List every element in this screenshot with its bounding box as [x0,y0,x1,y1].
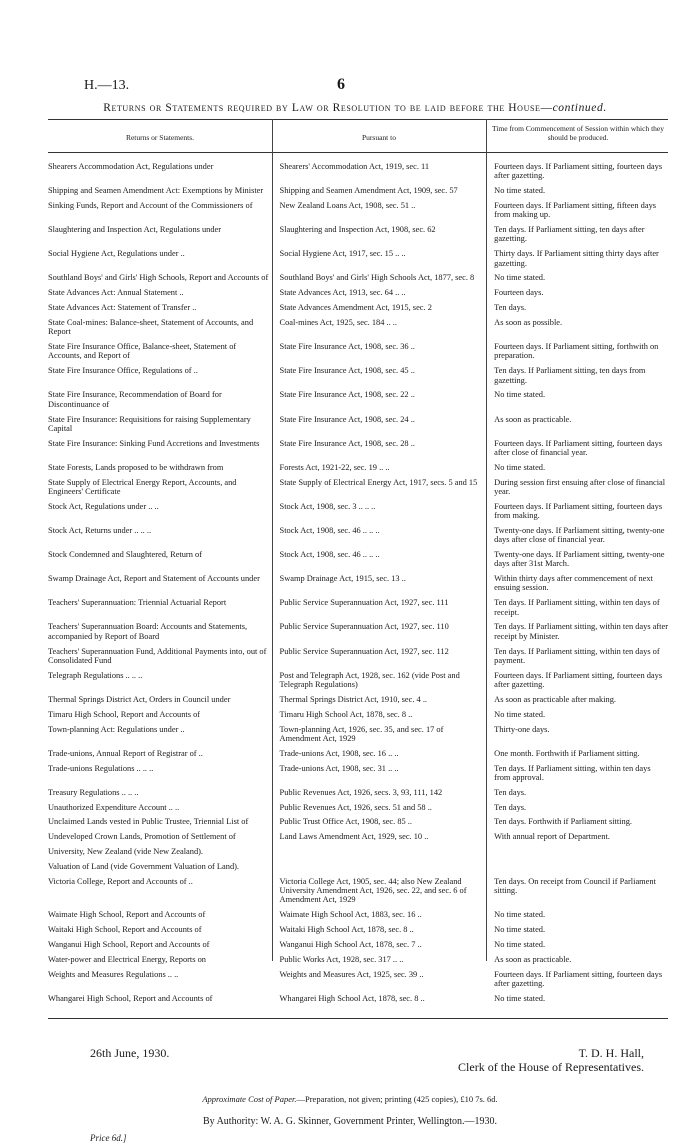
table-row [48,994,668,1003]
row-time-cell: As soon as practicable. [494,954,572,964]
row-time-cell: No time stated. [494,273,546,283]
row-returns-cell: Social Hygiene Act, Regulations under .. [48,249,185,259]
row-pursuant-cell: New Zealand Loans Act, 1908, sec. 51 .. [279,200,416,210]
row-returns-cell: Waitaki High School, Report and Accounts of [48,925,202,935]
row-returns-cell: State Fire Insurance: Sinking Fund Accretions and Investments [48,438,260,448]
row-pursuant-cell: State Fire Insurance Act, 1908, sec. 45 .. [279,366,415,376]
row-time-cell: Ten days. If Parliament sitting, within ten days from approval. [494,763,651,782]
row-pursuant-cell: Public Service Superannuation Act, 1927, sec. 111 [279,598,449,608]
table-row [48,249,668,268]
row-time-cell: Fourteen days. If Parliament sitting, fourteen days after gazetting. [494,162,663,181]
signature-block [344,1046,644,1074]
row-time-cell: No time stated. [494,390,546,400]
table-row [48,725,668,744]
row-returns-cell: Water-power and Electrical Energy, Reports on [48,954,206,964]
row-returns-cell: Waimate High School, Report and Accounts of [48,910,206,920]
row-time-cell: Fourteen days. If Parliament sitting, fourteen days after gazetting. [494,670,663,690]
row-pursuant-cell: Victoria College Act, 1905, sec. 44; also New Zealand University Amendment Act, 1926, sec. 22, and sec. 6 of Amendment Act, 1929 [279,876,467,905]
column-header-returns: Returns or Statements. [125,133,195,142]
table-row [48,764,668,783]
table-row [48,162,668,181]
table-row [48,225,668,244]
row-pursuant-cell: State Fire Insurance Act, 1908, sec. 28 .. [279,438,415,448]
row-pursuant-cell: Slaughtering and Inspection Act, 1908, sec. 62 [279,225,436,235]
row-pursuant-cell: Social Hygiene Act, 1917, sec. 15 .. .. [279,249,406,259]
cost-text: —Preparation, not given; printing (425 copies), £10 7s. 6d. [296,1094,498,1104]
row-returns-cell: Swamp Drainage Act, Report and Statement of Accounts under [48,574,260,584]
table-row [48,955,668,964]
table-row [48,877,668,905]
row-time-cell: Fourteen days. [494,288,544,298]
row-returns-cell: State Fire Insurance: Requisitions for raising Supplementary Capital [48,414,251,433]
row-returns-cell: State Fire Insurance Office, Balance-sheet, Statement of Accounts, and Report of [48,342,237,361]
row-time-cell: With annual report of Department. [494,832,610,842]
row-time-cell [489,847,668,856]
page-header [84,78,644,98]
row-pursuant-cell: State Advances Act, 1913, sec. 64 .. .. [279,288,406,298]
row-time-cell: Ten days. If Parliament sitting, within ten days after receipt by Minister. [494,622,668,641]
row-pursuant-cell: Shearers' Accommodation Act, 1919, sec. 11 [279,162,430,171]
row-pursuant-cell: Trade-unions Act, 1908, sec. 31 .. .. [279,763,399,773]
row-time-cell: One month. Forthwith if Parliament sitting. [494,748,640,758]
row-time-cell: Thirty-one days. [494,724,550,734]
row-time-cell: Fourteen days. If Parliament sitting, fourteen days after close of financial year. [494,438,663,457]
row-time-cell: Ten days. If Parliament sitting, ten days after gazetting. [494,225,645,244]
table-row [48,526,668,545]
table-row [48,749,668,758]
row-time-cell: Ten days. [494,802,527,812]
price: Price 6d.] [90,1133,127,1143]
table-row [48,803,668,812]
table-row [48,502,668,521]
row-time-cell: Ten days. If Parliament sitting, ten days from gazetting. [494,366,646,385]
row-time-cell: Fourteen days. If Parliament sitting, fourteen days from making. [494,501,663,521]
row-returns-cell: State Fire Insurance, Recommendation of Board for Discontinuance of [48,390,222,409]
row-time-cell: Ten days. Forthwith if Parliament sitting. [494,817,632,827]
row-pursuant-cell: State Advances Amendment Act, 1915, sec. 2 [279,303,432,313]
cost-of-paper [0,1094,700,1104]
row-time-cell: During session first ensuing after close of financial year. [494,477,666,496]
row-time-cell: No time stated. [494,910,546,920]
row-pursuant-cell: Stock Act, 1908, sec. 46 .. .. .. [279,525,380,535]
table-top-rule [48,119,668,120]
row-time-cell: Twenty-one days. If Parliament sitting, twenty-one days after close of financial year. [494,525,665,545]
row-returns-cell: Teachers' Superannuation Fund, Additional Payments into, out of Consolidated Fund [48,646,267,665]
row-time-cell: As soon as possible. [494,317,563,327]
row-pursuant-cell: Public Trust Office Act, 1908, sec. 85 .. [279,817,412,827]
table-bottom-rule [48,1018,668,1019]
row-time-cell: No time stated. [494,993,546,1003]
row-returns-cell: Teachers' Superannuation: Triennial Actuarial Report [48,598,227,608]
table-row [48,439,668,458]
row-pursuant-cell: Public Service Superannuation Act, 1927, sec. 112 [279,646,449,656]
row-time-cell: Fourteen days. If Parliament sitting, fourteen days after gazetting. [494,969,663,988]
row-returns-cell: Stock Act, Returns under .. .. .. [48,525,152,535]
row-time-cell: Fourteen days. If Parliament sitting, forthwith on preparation. [494,342,659,361]
row-pursuant-cell: Forests Act, 1921-22, sec. 19 .. .. [279,462,390,472]
row-pursuant-cell: Swamp Drainage Act, 1915, sec. 13 .. [279,574,406,584]
table-row [48,273,668,282]
row-returns-cell: State Fire Insurance Office, Regulations of .. [48,366,198,376]
table-row [48,574,668,593]
row-returns-cell: Teachers' Superannuation Board: Accounts and Statements, accompanied by Report of Board [48,622,248,641]
table-row [48,463,668,472]
row-returns-cell: Shipping and Seamen Amendment Act: Exemptions by Minister [48,186,264,196]
table-row [48,695,668,704]
row-returns-cell: Timaru High School, Report and Accounts of [48,709,201,719]
table-row [48,415,668,434]
row-returns-cell: Trade-unions Regulations .. .. .. [48,763,154,773]
page-number: 6 [337,76,345,93]
table-row [48,710,668,719]
row-pursuant-cell: Public Works Act, 1928, sec. 317 .. .. [279,954,404,964]
table-row [48,817,668,826]
row-pursuant-cell: Trade-unions Act, 1908, sec. 16 .. .. [279,748,399,758]
table-row [48,478,668,497]
row-returns-cell: Weights and Measures Regulations .. .. [48,969,179,979]
table-row [48,550,668,569]
table-row [48,925,668,934]
row-pursuant-cell: State Fire Insurance Act, 1908, sec. 24 .. [279,414,415,424]
row-returns-cell: State Supply of Electrical Energy Report, Accounts, and Engineers' Certificate [48,477,237,496]
table-row [48,647,668,666]
row-time-cell: Ten days. [494,303,527,313]
row-returns-cell: Slaughtering and Inspection Act, Regulations under [48,225,222,235]
table-row [48,622,668,641]
table-row [48,598,668,617]
footer-date: 26th June, 1930. [90,1046,170,1060]
signatory-title: Clerk of the House of Representatives. [458,1060,644,1074]
row-returns-cell: State Advances Act: Statement of Transfer .. [48,303,197,313]
row-time-cell: No time stated. [494,939,546,949]
document-title [60,102,650,114]
row-returns-cell: Whangarei High School, Report and Accounts of [48,993,213,1003]
cost-label: Approximate Cost of Paper. [202,1094,297,1104]
table-row [48,788,668,797]
row-time-cell: As soon as practicable. [494,414,572,424]
row-pursuant-cell: Public Service Superannuation Act, 1927, sec. 110 [279,622,449,632]
row-pursuant-cell: Coal-mines Act, 1925, sec. 184 .. .. [279,317,397,327]
returns-table [48,162,668,1009]
table-row [48,671,668,690]
table-row [48,862,668,871]
row-pursuant-cell: Stock Act, 1908, sec. 3 .. .. .. [279,501,376,511]
row-pursuant-cell: Land Laws Amendment Act, 1929, sec. 10 .. [279,832,429,842]
row-pursuant-cell: Timaru High School Act, 1878, sec. 8 .. [279,709,413,719]
row-pursuant-cell: Stock Act, 1908, sec. 46 .. .. .. [279,550,380,560]
row-pursuant-cell: Thermal Springs District Act, 1910, sec. 4 .. [279,694,428,704]
row-pursuant-cell: Weights and Measures Act, 1925, sec. 39 .. [279,969,424,979]
table-row [48,847,668,856]
table-row [48,342,668,361]
row-returns-cell: Stock Condemned and Slaughtered, Return of [48,550,202,560]
row-time-cell [489,862,668,871]
row-pursuant-cell: State Supply of Electrical Energy Act, 1917, secs. 5 and 15 [279,477,478,487]
row-time-cell: No time stated. [494,709,546,719]
row-returns-cell: Sinking Funds, Report and Account of the Commissioners of [48,200,253,210]
row-returns-cell: Telegraph Regulations .. .. .. [48,670,143,680]
row-time-cell: No time stated. [494,186,546,196]
row-pursuant-cell: State Fire Insurance Act, 1908, sec. 22 .. [279,390,415,400]
signatory-name: T. D. H. Hall, [578,1046,644,1060]
row-pursuant-cell: Shipping and Seamen Amendment Act, 1909, sec. 57 [279,186,458,196]
row-returns-cell: Town-planning Act: Regulations under .. [48,724,185,734]
table-row [48,832,668,841]
row-returns-cell: Valuation of Land (vide Government Valuation of Land). [48,861,240,871]
row-returns-cell: Southland Boys' and Girls' High Schools, Report and Accounts of [48,273,269,283]
row-pursuant-cell: Town-planning Act, 1926, sec. 35, and sec. 17 of Amendment Act, 1929 [279,724,444,743]
column-header-pursuant: Pursuant to [362,133,396,142]
row-returns-cell: State Coal-mines: Balance-sheet, Statement of Accounts, and Report [48,317,254,337]
row-returns-cell: Wanganui High School, Report and Accounts of [48,939,210,949]
row-time-cell: Ten days. If Parliament sitting, within ten days of receipt. [494,598,660,617]
table-row [48,288,668,297]
table-row [48,303,668,312]
row-returns-cell: Victoria College, Report and Accounts of .. [48,876,193,886]
row-time-cell: As soon as practicable after making. [494,694,617,704]
document-title-continued: continued. [552,102,607,114]
row-time-cell: Twenty-one days. If Parliament sitting, twenty-one days after 31st March. [494,550,665,569]
row-pursuant-cell: Whangarei High School Act, 1878, sec. 8 .. [279,993,425,1003]
row-pursuant-cell: Public Revenues Act, 1926, secs. 3, 93, 111, 142 [279,787,443,797]
row-returns-cell: University, New Zealand (vide New Zealand). [48,847,204,857]
row-returns-cell: Unauthorized Expenditure Account .. .. [48,802,180,812]
row-returns-cell: State Advances Act: Annual Statement .. [48,288,184,298]
row-time-cell: No time stated. [494,925,546,935]
row-returns-cell: Treasury Regulations .. .. .. [48,787,139,797]
row-time-cell: Fourteen days. If Parliament sitting, fifteen days from making up. [494,200,657,220]
row-pursuant-cell: Waitaki High School Act, 1878, sec. 8 .. [279,925,414,935]
row-time-cell: Ten days. If Parliament sitting, within ten days of payment. [494,646,660,665]
table-header-rule [48,152,668,153]
row-pursuant-cell: Southland Boys' and Girls' High Schools Act, 1877, sec. 8 [279,273,475,283]
table-row [48,970,668,989]
row-pursuant-cell: Post and Telegraph Act, 1928, sec. 162 (vide Post and Telegraph Regulations) [279,670,460,690]
row-returns-cell: Shearers Accommodation Act, Regulations under [48,162,214,171]
row-pursuant-cell: State Fire Insurance Act, 1908, sec. 36 .. [279,342,415,352]
row-returns-cell: Thermal Springs District Act, Orders in Council under [48,694,231,704]
row-time-cell: No time stated. [494,462,546,472]
row-time-cell: Ten days. On receipt from Council if Parliament sitting. [494,876,656,896]
printer-authority: By Authority: W. A. G. Skinner, Government Printer, Wellington.—1930. [202,1116,498,1127]
row-pursuant-cell [275,862,490,871]
row-pursuant-cell: Waimate High School Act, 1883, sec. 16 .. [279,910,422,920]
row-time-cell: Ten days. [494,787,527,797]
table-row [48,910,668,919]
row-returns-cell: Undeveloped Crown Lands, Promotion of Settlement of [48,832,236,842]
row-returns-cell: Stock Act, Regulations under .. .. [48,501,159,511]
row-time-cell: Thirty days. If Parliament sitting thirty days after gazetting. [494,249,659,268]
row-time-cell: Within thirty days after commencement of next ensuing session. [494,574,653,593]
table-row [48,390,668,409]
page-reference: H.—13. [84,78,130,93]
column-header-time: Time from Commencement of Session within which they should be produced. [492,124,664,142]
table-row [48,201,668,220]
row-returns-cell: State Forests, Lands proposed to be withdrawn from [48,462,224,472]
row-pursuant-cell [275,847,490,856]
row-pursuant-cell: Public Revenues Act, 1926, secs. 51 and 58 .. [279,802,432,812]
document-title-main: Returns or Statements required by Law or Resolution to be laid before the House— [103,102,553,114]
row-returns-cell: Trade-unions, Annual Report of Registrar of .. [48,748,203,758]
table-row [48,318,668,337]
row-pursuant-cell: Wanganui High School Act, 1878, sec. 7 .. [279,939,422,949]
row-returns-cell: Unclaimed Lands vested in Public Trustee, Triennial List of [48,817,249,827]
table-row [48,366,668,385]
table-row [48,186,668,195]
table-row [48,940,668,949]
